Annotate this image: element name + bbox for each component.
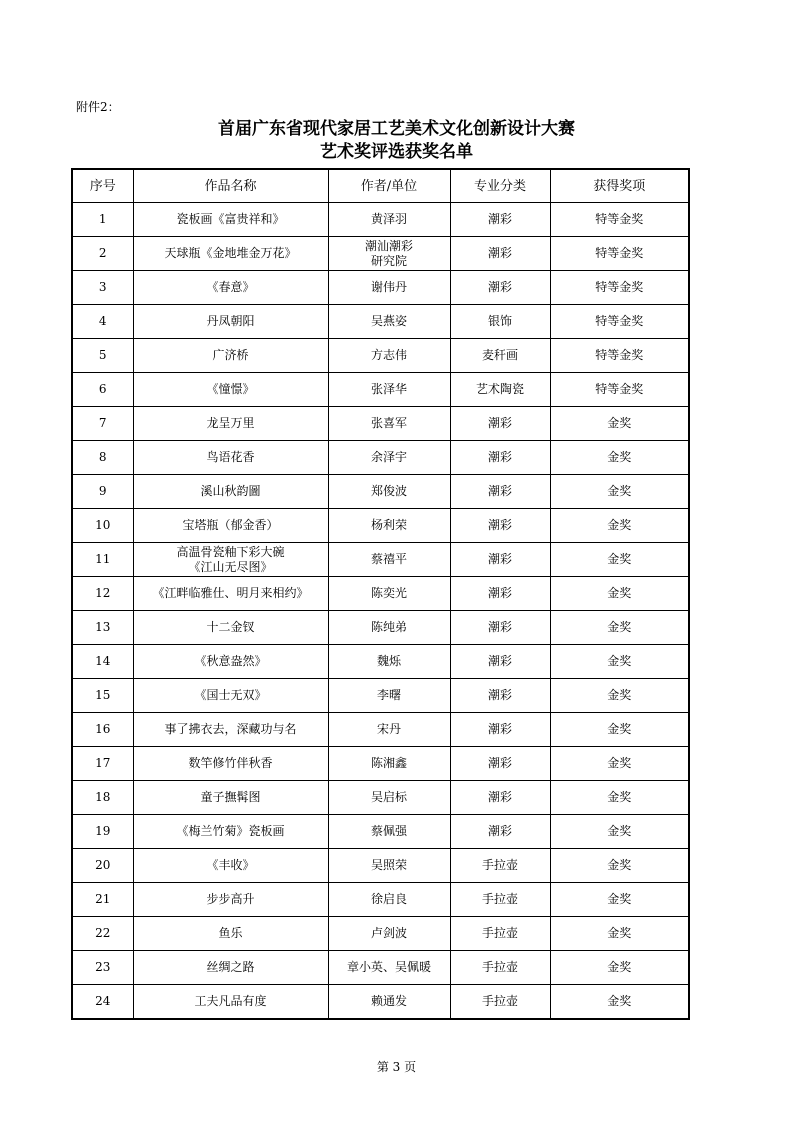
cell-author <box>328 373 450 407</box>
cell-award: 特等金奖 <box>550 373 689 407</box>
cell-work-name <box>133 985 328 1020</box>
cell-author <box>328 339 450 373</box>
table-row <box>72 373 689 407</box>
cell-category: 潮彩 <box>450 577 550 611</box>
cell-author-line: 余泽宇 <box>370 450 407 464</box>
cell-work-name <box>133 373 328 407</box>
cell-category: 手拉壶 <box>450 951 550 985</box>
cell-award: 金奖 <box>550 883 689 917</box>
table-row <box>72 917 689 951</box>
cell-work-name <box>133 407 328 441</box>
cell-number: 6 <box>72 373 133 407</box>
cell-number: 21 <box>72 883 133 917</box>
cell-work-name <box>133 679 328 713</box>
cell-category: 潮彩 <box>450 509 550 543</box>
document-subtitle: 艺术奖评选获奖名单 <box>320 142 473 162</box>
cell-category: 潮彩 <box>450 407 550 441</box>
table-row <box>72 441 689 475</box>
cell-author-line: 章小英、吴佩暖 <box>346 960 431 974</box>
cell-number: 3 <box>72 271 133 305</box>
cell-award: 金奖 <box>550 441 689 475</box>
cell-author <box>328 781 450 815</box>
cell-author <box>328 849 450 883</box>
page-number: 第 3 页 <box>376 1060 417 1074</box>
column-header-number: 序号 <box>72 169 133 203</box>
table-row <box>72 203 689 237</box>
document-title: 首届广东省现代家居工艺美术文化创新设计大赛 <box>218 119 575 139</box>
cell-work-name <box>133 611 328 645</box>
cell-work-name <box>133 237 328 271</box>
cell-work-name-line: 《梅兰竹菊》瓷板画 <box>176 824 285 838</box>
cell-work-name <box>133 645 328 679</box>
cell-number: 22 <box>72 917 133 951</box>
cell-number: 13 <box>72 611 133 645</box>
table-row <box>72 747 689 781</box>
cell-number: 5 <box>72 339 133 373</box>
cell-award: 金奖 <box>550 543 689 577</box>
cell-category: 艺术陶瓷 <box>450 373 550 407</box>
cell-number: 11 <box>72 543 133 577</box>
cell-category: 潮彩 <box>450 611 550 645</box>
table-row <box>72 985 689 1020</box>
cell-author <box>328 407 450 441</box>
cell-award: 金奖 <box>550 577 689 611</box>
cell-number: 1 <box>72 203 133 237</box>
cell-work-name-line: 十二金钗 <box>206 620 255 634</box>
cell-author-line: 卢剑波 <box>370 926 407 940</box>
cell-number: 12 <box>72 577 133 611</box>
cell-category: 潮彩 <box>450 203 550 237</box>
cell-award: 金奖 <box>550 951 689 985</box>
cell-number: 8 <box>72 441 133 475</box>
cell-work-name <box>133 781 328 815</box>
table-row <box>72 645 689 679</box>
cell-category: 潮彩 <box>450 237 550 271</box>
cell-award: 金奖 <box>550 747 689 781</box>
cell-author <box>328 985 450 1020</box>
cell-work-name-line: 《国士无双》 <box>194 688 267 702</box>
cell-category: 潮彩 <box>450 747 550 781</box>
cell-author <box>328 271 450 305</box>
cell-work-name-line: 事了拂衣去，深藏功与名 <box>164 722 297 736</box>
cell-author <box>328 713 450 747</box>
cell-work-name-line: 《江畔临雅仕、明月来相约》 <box>152 586 309 600</box>
cell-author-line: 谢伟丹 <box>370 280 407 294</box>
column-header-author: 作者/单位 <box>328 169 450 203</box>
cell-number: 2 <box>72 237 133 271</box>
cell-author <box>328 815 450 849</box>
table-row <box>72 271 689 305</box>
cell-author-line: 郑俊波 <box>370 484 407 498</box>
table-header-row <box>72 169 689 203</box>
cell-award: 金奖 <box>550 645 689 679</box>
cell-number: 19 <box>72 815 133 849</box>
cell-author-line: 张泽华 <box>370 382 407 396</box>
cell-category: 潮彩 <box>450 713 550 747</box>
cell-category: 潮彩 <box>450 781 550 815</box>
cell-work-name-line: 《江山无尽图》 <box>188 559 273 574</box>
cell-work-name-line: 鱼乐 <box>218 926 243 940</box>
cell-author-line: 陈奕光 <box>370 586 407 600</box>
cell-author-line: 张喜军 <box>370 416 407 430</box>
cell-author <box>328 917 450 951</box>
cell-number: 20 <box>72 849 133 883</box>
cell-award: 金奖 <box>550 917 689 951</box>
cell-author <box>328 475 450 509</box>
cell-category: 潮彩 <box>450 679 550 713</box>
cell-work-name-line: 童子撫髯图 <box>200 790 261 804</box>
cell-award: 金奖 <box>550 713 689 747</box>
cell-work-name-line: 《丰收》 <box>206 858 255 872</box>
cell-work-name <box>133 747 328 781</box>
cell-work-name <box>133 577 328 611</box>
cell-author-line: 蔡佩强 <box>370 824 407 838</box>
cell-award: 特等金奖 <box>550 305 689 339</box>
cell-author <box>328 305 450 339</box>
table-row <box>72 781 689 815</box>
table-row <box>72 849 689 883</box>
cell-work-name <box>133 951 328 985</box>
cell-work-name-line: 鸟语花香 <box>206 450 255 464</box>
column-header-category: 专业分类 <box>450 169 550 203</box>
cell-work-name-line: 广济桥 <box>212 348 249 362</box>
cell-author-line: 吴燕姿 <box>370 314 407 328</box>
cell-work-name <box>133 883 328 917</box>
table-row <box>72 475 689 509</box>
cell-award: 金奖 <box>550 815 689 849</box>
cell-work-name <box>133 441 328 475</box>
table-body <box>72 203 689 1020</box>
cell-author <box>328 543 450 577</box>
cell-number: 15 <box>72 679 133 713</box>
cell-category: 银饰 <box>450 305 550 339</box>
table-row <box>72 237 689 271</box>
cell-author-line: 吴照荣 <box>370 858 407 872</box>
award-list-table <box>71 168 690 1020</box>
cell-category: 手拉壶 <box>450 985 550 1020</box>
cell-work-name-line: 丝绸之路 <box>206 960 255 974</box>
table-row <box>72 951 689 985</box>
cell-author-line: 徐启良 <box>370 892 407 906</box>
cell-award: 金奖 <box>550 475 689 509</box>
cell-author-line: 赖通发 <box>370 994 407 1008</box>
cell-award: 特等金奖 <box>550 203 689 237</box>
cell-work-name-line: 步步高升 <box>206 892 255 906</box>
cell-author-line: 陈湘鑫 <box>370 756 407 770</box>
cell-author <box>328 611 450 645</box>
cell-number: 10 <box>72 509 133 543</box>
cell-author-line: 李曙 <box>376 688 401 702</box>
cell-number: 16 <box>72 713 133 747</box>
cell-award: 特等金奖 <box>550 339 689 373</box>
table-row <box>72 509 689 543</box>
table-row <box>72 815 689 849</box>
cell-work-name <box>133 203 328 237</box>
cell-category: 手拉壶 <box>450 849 550 883</box>
cell-work-name <box>133 543 328 577</box>
cell-work-name <box>133 849 328 883</box>
cell-category: 潮彩 <box>450 815 550 849</box>
cell-award: 金奖 <box>550 781 689 815</box>
cell-author <box>328 747 450 781</box>
cell-author-line: 黄泽羽 <box>370 212 407 226</box>
cell-work-name-line: 《憧憬》 <box>206 382 255 396</box>
cell-author <box>328 237 450 271</box>
cell-author-line: 吴启标 <box>370 790 407 804</box>
cell-work-name-line: 《春意》 <box>206 280 255 294</box>
cell-author-line: 宋丹 <box>376 722 401 736</box>
cell-category: 潮彩 <box>450 475 550 509</box>
table-row <box>72 679 689 713</box>
cell-work-name <box>133 271 328 305</box>
cell-number: 23 <box>72 951 133 985</box>
cell-award: 金奖 <box>550 407 689 441</box>
cell-award: 特等金奖 <box>550 271 689 305</box>
cell-author <box>328 577 450 611</box>
cell-author-line: 魏烁 <box>376 654 401 668</box>
cell-work-name-line: 数竿修竹伴秋香 <box>188 756 273 770</box>
cell-category: 潮彩 <box>450 441 550 475</box>
cell-award: 金奖 <box>550 611 689 645</box>
cell-category: 潮彩 <box>450 271 550 305</box>
table-row <box>72 883 689 917</box>
cell-work-name-line: 宝塔瓶（郁金香） <box>182 518 279 532</box>
cell-award: 金奖 <box>550 509 689 543</box>
cell-work-name <box>133 305 328 339</box>
cell-number: 9 <box>72 475 133 509</box>
cell-work-name <box>133 339 328 373</box>
cell-category: 手拉壶 <box>450 917 550 951</box>
cell-work-name <box>133 917 328 951</box>
cell-author-line: 杨利荣 <box>370 518 407 532</box>
cell-number: 18 <box>72 781 133 815</box>
cell-author <box>328 645 450 679</box>
cell-category: 潮彩 <box>450 645 550 679</box>
cell-work-name-line: 《秋意盎然》 <box>194 654 267 668</box>
cell-author-line: 研究院 <box>370 253 407 268</box>
cell-category: 麦秆画 <box>450 339 550 373</box>
cell-work-name-line: 高温骨瓷釉下彩大碗 <box>176 544 285 559</box>
cell-number: 14 <box>72 645 133 679</box>
cell-work-name <box>133 815 328 849</box>
cell-award: 金奖 <box>550 985 689 1020</box>
cell-author <box>328 441 450 475</box>
table-row <box>72 611 689 645</box>
cell-award: 特等金奖 <box>550 237 689 271</box>
cell-author-line: 潮汕潮彩 <box>364 238 413 253</box>
cell-author-line: 方志伟 <box>370 348 407 362</box>
cell-work-name-line: 天球瓶《金地堆金万花》 <box>164 246 297 260</box>
column-header-work-name: 作品名称 <box>133 169 328 203</box>
cell-number: 24 <box>72 985 133 1020</box>
column-header-award: 获得奖项 <box>550 169 689 203</box>
table-row <box>72 543 689 577</box>
cell-work-name-line: 溪山秋韵圖 <box>200 484 261 498</box>
cell-work-name-line: 瓷板画《富贵祥和》 <box>176 212 285 226</box>
table-row <box>72 407 689 441</box>
cell-number: 17 <box>72 747 133 781</box>
cell-author <box>328 883 450 917</box>
cell-work-name-line: 工夫凡品有度 <box>194 994 267 1008</box>
cell-work-name <box>133 713 328 747</box>
cell-author-line: 陈纯弟 <box>370 620 407 634</box>
cell-author <box>328 951 450 985</box>
cell-work-name-line: 龙呈万里 <box>206 416 255 430</box>
cell-author <box>328 509 450 543</box>
cell-award: 金奖 <box>550 849 689 883</box>
cell-number: 7 <box>72 407 133 441</box>
cell-author <box>328 203 450 237</box>
table-row <box>72 713 689 747</box>
cell-author <box>328 679 450 713</box>
cell-award: 金奖 <box>550 679 689 713</box>
table-row <box>72 305 689 339</box>
cell-category: 潮彩 <box>450 543 550 577</box>
cell-category: 手拉壶 <box>450 883 550 917</box>
cell-author-line: 蔡禧平 <box>370 552 407 566</box>
table-row <box>72 577 689 611</box>
cell-work-name-line: 丹凤朝阳 <box>206 314 255 328</box>
attachment-label: 附件2： <box>76 100 120 114</box>
cell-work-name <box>133 509 328 543</box>
cell-number: 4 <box>72 305 133 339</box>
table-row <box>72 339 689 373</box>
cell-work-name <box>133 475 328 509</box>
